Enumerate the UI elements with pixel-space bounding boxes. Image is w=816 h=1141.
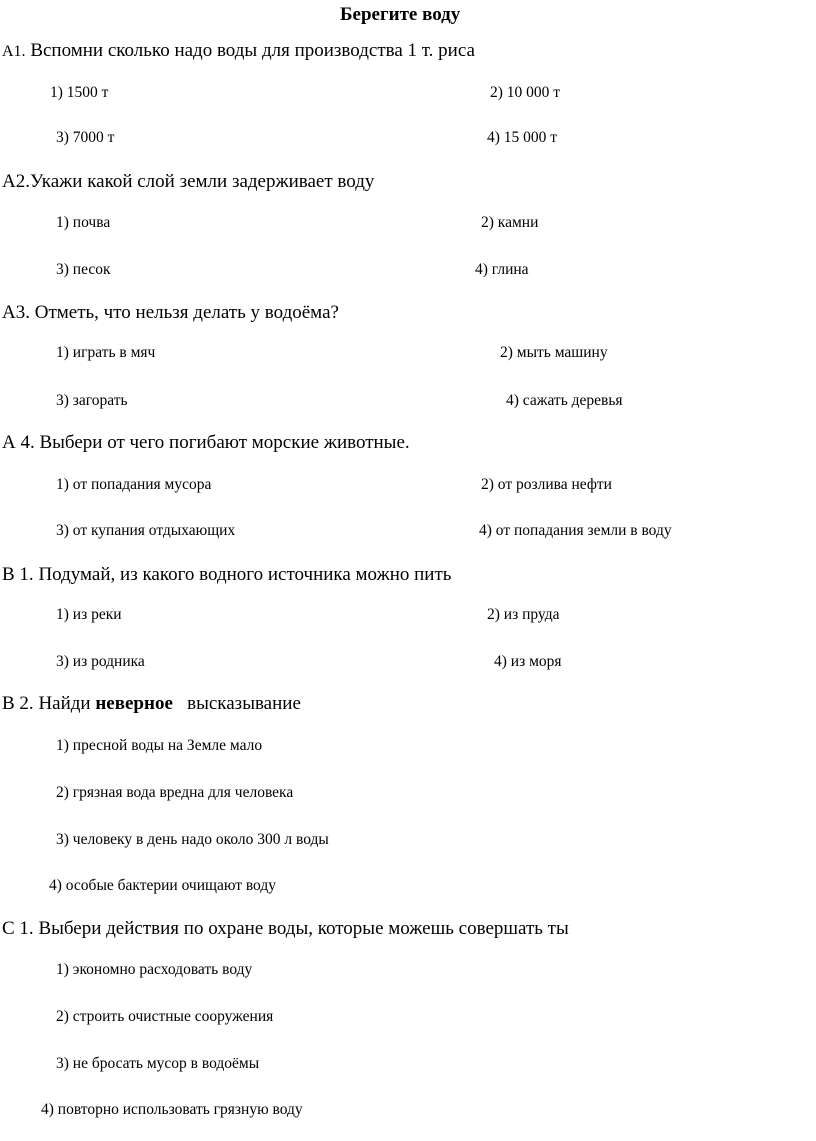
- question-emphasis: неверное: [95, 693, 173, 714]
- question-label: А3.: [2, 302, 30, 323]
- question-text: Подумай, из какого водного источника можно пить: [38, 564, 452, 585]
- option-b2-1: 1) пресной воды на Земле мало: [56, 737, 263, 754]
- option-a2-1: 1) почва: [56, 214, 111, 231]
- option-a2-3: 3) песок: [56, 261, 111, 278]
- option-a3-1: 1) играть в мяч: [56, 344, 156, 361]
- question-a1: [2, 40, 475, 62]
- option-c1-2: 2) строить очистные сооружения: [56, 1008, 274, 1025]
- option-b1-1: 1) из реки: [56, 606, 122, 623]
- option-a4-4: 4) от попадания земли в воду: [479, 522, 672, 539]
- question-text: Выбери от чего погибают морские животные.: [39, 432, 410, 453]
- option-a2-4: 4) глина: [475, 261, 529, 278]
- option-b2-2: 2) грязная вода вредна для человека: [56, 784, 294, 801]
- question-text: Выбери действия по охране воды, которые можешь совершать ты: [38, 918, 569, 939]
- option-a3-4: 4) сажать деревья: [506, 392, 623, 409]
- question-text: Укажи какой слой земли задерживает воду: [29, 171, 375, 192]
- option-a1-4: 4) 15 000 т: [487, 129, 558, 146]
- option-b2-4: 4) особые бактерии очищают воду: [49, 877, 276, 894]
- option-b1-3: 3) из родника: [56, 653, 145, 670]
- option-a4-1: 1) от попадания мусора: [56, 476, 212, 493]
- option-b1-2: 2) из пруда: [487, 606, 560, 623]
- question-text: Отметь, что нельзя делать у водоёма?: [34, 302, 339, 323]
- option-b1-4: 4) из моря: [494, 653, 562, 670]
- question-text: Вспомни сколько надо воды для производства 1 т. риса: [30, 40, 475, 61]
- option-a3-2: 2) мыть машину: [500, 344, 608, 361]
- option-a1-2: 2) 10 000 т: [490, 84, 561, 101]
- question-label: В 1.: [2, 564, 34, 585]
- question-text-end: высказывание: [172, 693, 301, 714]
- page-title: Берегите воду: [340, 4, 461, 25]
- question-c1: [2, 918, 569, 940]
- question-a3: [2, 302, 339, 324]
- question-label: А 4.: [2, 432, 35, 453]
- question-label: В 2.: [2, 693, 34, 714]
- option-a1-3: 3) 7000 т: [56, 129, 115, 146]
- question-text: Найди: [38, 693, 96, 714]
- option-a1-1: 1) 1500 т: [50, 84, 109, 101]
- question-b2: [2, 693, 301, 715]
- question-label: А1.: [2, 43, 26, 60]
- option-a3-3: 3) загорать: [56, 392, 128, 409]
- question-a4: [2, 432, 410, 454]
- option-c1-1: 1) экономно расходовать воду: [56, 961, 253, 978]
- option-a2-2: 2) камни: [481, 214, 539, 231]
- option-a4-2: 2) от розлива нефти: [481, 476, 612, 493]
- option-c1-4: 4) повторно использовать грязную воду: [41, 1101, 303, 1118]
- question-a2: [2, 171, 374, 193]
- option-a4-3: 3) от купания отдыхающих: [56, 522, 236, 539]
- option-b2-3: 3) человеку в день надо около 300 л воды: [56, 831, 329, 848]
- question-label: А2.: [2, 171, 30, 192]
- question-b1: [2, 564, 451, 586]
- question-label: С 1.: [2, 918, 34, 939]
- option-c1-3: 3) не бросать мусор в водоёмы: [56, 1055, 260, 1072]
